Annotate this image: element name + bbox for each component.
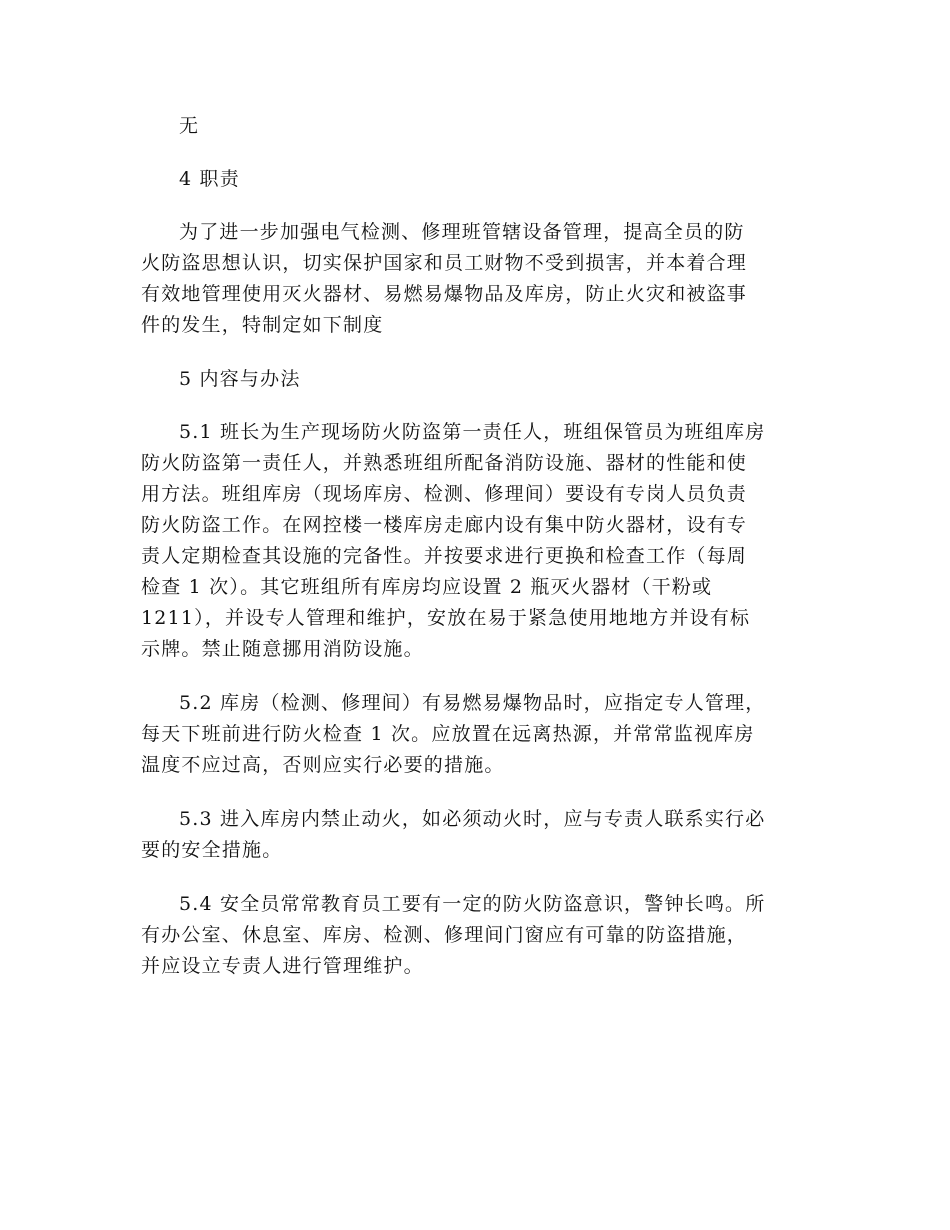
paragraph-5-4-line: 5.4 安全员常常教育员工要有一定的防火防盗意识，警钟长鸣。所 bbox=[179, 893, 766, 915]
paragraph-5-3-line: 5.3 进入库房内禁止动火，如必须动火时，应与专责人联系实行必 bbox=[179, 808, 766, 830]
section-4-heading: 4 职责 bbox=[179, 168, 240, 190]
paragraph-purpose-line: 火防盗思想认识，切实保护国家和员工财物不受到损害，并本着合理 bbox=[141, 252, 748, 274]
paragraph-5-1-line: 用方法。班组库房（现场库房、检测、修理间）要设有专岗人员负责 bbox=[141, 483, 748, 505]
paragraph-5-1-line: 责人定期检查其设施的完备性。并按要求进行更换和检查工作（每周 bbox=[141, 545, 748, 567]
paragraph-5-1 bbox=[141, 417, 812, 665]
paragraph-5-2-line: 5.2 库房（检测、修理间）有易燃易爆物品时，应指定专人管理， bbox=[179, 692, 766, 714]
paragraph-purpose bbox=[141, 217, 812, 341]
paragraph-5-3 bbox=[141, 804, 812, 866]
paragraph-5-4-line: 并应设立专责人进行管理维护。 bbox=[141, 955, 424, 977]
paragraph-5-1-line: 防火防盗第一责任人，并熟悉班组所配备消防设施、器材的性能和使 bbox=[141, 452, 748, 474]
paragraph-purpose-line: 为了进一步加强电气检测、修理班管辖设备管理，提高全员的防 bbox=[179, 221, 745, 243]
paragraph-5-4 bbox=[141, 889, 812, 982]
paragraph-5-3-line: 要的安全措施。 bbox=[141, 839, 283, 861]
paragraph-5-4-line: 有办公室、休息室、库房、检测、修理间门窗应有可靠的防盗措施， bbox=[141, 924, 748, 946]
text-none: 无 bbox=[179, 115, 200, 137]
paragraph-5-2 bbox=[141, 688, 812, 781]
paragraph-5-2-line: 温度不应过高，否则应实行必要的措施。 bbox=[141, 754, 505, 776]
paragraph-5-1-line: 检查 1 次）。其它班组所有库房均应设置 2 瓶灭火器材（干粉或 bbox=[141, 576, 713, 598]
section-5-heading: 5 内容与办法 bbox=[179, 368, 301, 390]
paragraph-purpose-line: 件的发生，特制定如下制度 bbox=[141, 314, 384, 336]
paragraph-5-1-line: 5.1 班长为生产现场防火防盗第一责任人，班组保管员为班组库房 bbox=[179, 421, 766, 443]
paragraph-5-1-line: 示牌。禁止随意挪用消防设施。 bbox=[141, 638, 424, 660]
paragraph-5-2-line: 每天下班前进行防火检查 1 次。应放置在远离热源，并常常监视库房 bbox=[141, 723, 755, 745]
paragraph-purpose-line: 有效地管理使用灭火器材、易燃易爆物品及库房，防止火灾和被盗事 bbox=[141, 283, 748, 305]
paragraph-5-1-line: 1211），并设专人管理和维护，安放在易于紧急使用地地方并设有标 bbox=[141, 607, 751, 629]
paragraph-5-1-line: 防火防盗工作。在网控楼一楼库房走廊内设有集中防火器材，设有专 bbox=[141, 514, 748, 536]
